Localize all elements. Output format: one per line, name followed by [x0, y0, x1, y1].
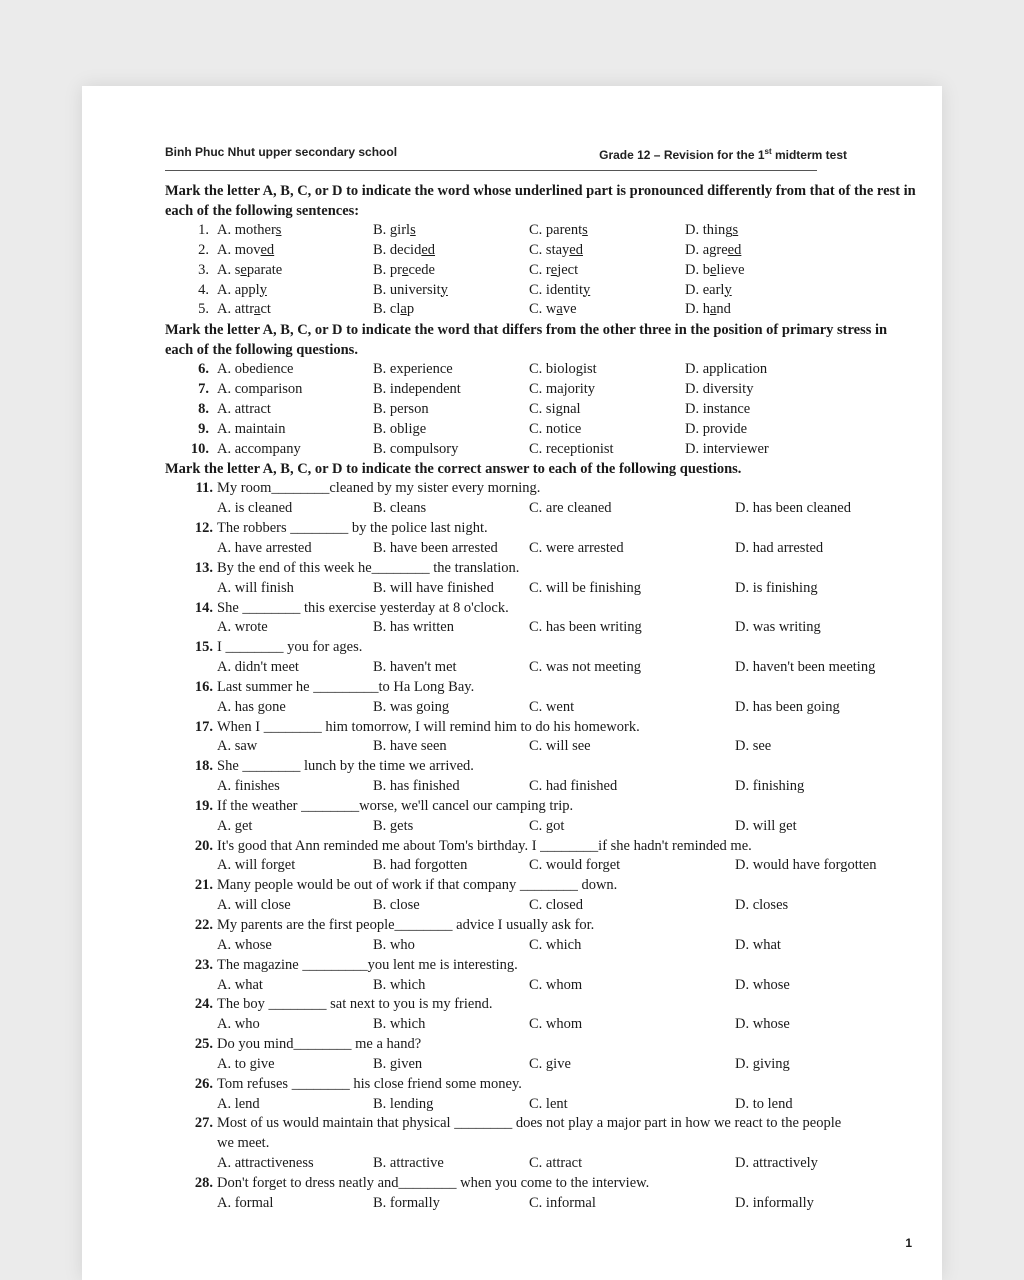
question-number: 20. [194, 837, 213, 854]
question-stem: If the weather ________worse, we'll cancel our camping trip. [217, 797, 574, 814]
question-row [165, 1174, 917, 1194]
underlined-part: ed [421, 241, 436, 258]
option-text: C. identit [529, 281, 583, 298]
option-b: B. attractive [373, 1155, 444, 1172]
question-row [165, 876, 917, 896]
option-a: A. have arrested [217, 539, 312, 556]
option-text: cede [408, 261, 435, 278]
option-c: C. got [529, 817, 565, 834]
options-row [165, 777, 917, 797]
question-row [165, 757, 917, 777]
question-number: 21. [194, 877, 213, 894]
question-number: 27. [194, 1115, 213, 1132]
question-number: 18. [194, 758, 213, 775]
option-text: B. decid [373, 241, 422, 258]
question-stem: By the end of this week he________ the translation. [217, 559, 520, 576]
question-stem: It's good that Ann reminded me about Tom's birthday. I ________if she hadn't reminded me. [217, 837, 752, 854]
question-row [165, 837, 917, 857]
option-text: parate [246, 261, 283, 278]
question-number: 24. [194, 996, 213, 1013]
option-b: B. oblige [373, 420, 427, 437]
option-c: C. were arrested [529, 539, 624, 556]
option-c [529, 221, 685, 241]
question-number: 28. [194, 1174, 213, 1191]
option-b: B. person [373, 400, 429, 417]
option-text: A. attr [217, 301, 255, 318]
option-b: B. experience [373, 361, 453, 378]
option-text: A. mov [217, 241, 261, 258]
item-number: 6. [198, 361, 209, 378]
question-row [165, 638, 917, 658]
option-d: D. informally [735, 1194, 814, 1211]
question-stem: When I ________ him tomorrow, I will remind him to do his homework. [217, 718, 640, 735]
option-c: C. will be finishing [529, 579, 641, 596]
section1-instruction: Mark the letter A, B, C, or D to indicate the word whose underlined part is pronounced differently from that of the rest in each of the following sentences: [165, 183, 916, 219]
question-row [165, 678, 917, 698]
option-text: C. w [529, 301, 557, 318]
list-item [165, 281, 917, 301]
question-stem: Most of us would maintain that physical ________ does not play a major part in how we react to the people [217, 1115, 842, 1132]
document-page [82, 86, 942, 1280]
option-text: ject [557, 261, 579, 278]
option-a: A. comparison [217, 381, 303, 398]
option-d: D. has been cleaned [735, 500, 851, 517]
question-stem: The boy ________ sat next to you is my friend. [217, 996, 493, 1013]
option-c: C. will see [529, 738, 591, 755]
option-d: D. closes [735, 897, 789, 914]
option-a: A. attractiveness [217, 1155, 314, 1172]
option-text: C. stay [529, 241, 570, 258]
option-a: A. get [217, 817, 253, 834]
school-name: Binh Phuc Nhut upper secondary school [165, 145, 398, 159]
option-a: A. has gone [217, 698, 286, 715]
option-text: C. parent [529, 222, 583, 238]
option-b [373, 300, 529, 320]
option-c [529, 261, 685, 281]
option-b: B. independent [373, 381, 461, 398]
underlined-part: ed [569, 241, 583, 258]
option-b: B. which [373, 976, 426, 993]
list-item [165, 440, 917, 460]
option-d: D. whose [735, 1016, 790, 1033]
question-row [165, 1114, 917, 1134]
option-a: A. obedience [217, 361, 294, 378]
option-text: nd [716, 301, 731, 318]
option-a: A. attract [217, 400, 271, 417]
list-item [165, 221, 917, 241]
options-row [165, 698, 917, 718]
underlined-part: y [440, 281, 448, 298]
option-d: D. will get [735, 817, 797, 834]
header-divider [165, 170, 817, 171]
option-text: A. appl [217, 281, 260, 298]
option-a: A. will forget [217, 857, 296, 874]
option-a: A. didn't meet [217, 659, 299, 676]
section1-items [165, 221, 917, 320]
option-a: A. lend [217, 1095, 260, 1112]
question-number: 14. [194, 599, 213, 616]
option-c: C. lent [529, 1095, 568, 1112]
question-row [165, 599, 917, 619]
option-c: C. receptionist [529, 440, 614, 457]
question-number: 19. [194, 797, 213, 814]
question-stem: Don't forget to dress neatly and________ when you come to the interview. [217, 1174, 650, 1191]
question-row [165, 559, 917, 579]
option-a: A. maintain [217, 420, 286, 437]
option-a: A. what [217, 976, 263, 993]
option-b: B. gets [373, 817, 414, 834]
question-number-spacer [165, 1134, 217, 1154]
option-a: A. who [217, 1016, 260, 1033]
option-text: D. b [685, 261, 710, 278]
question-number: 16. [194, 678, 213, 695]
option-b: B. have seen [373, 738, 447, 755]
underlined-part: e [240, 261, 247, 278]
option-d: D. has been going [735, 698, 840, 715]
options-row [165, 976, 917, 996]
item-number: 9. [198, 420, 209, 437]
question-row [165, 1035, 917, 1055]
options-row [165, 1194, 917, 1214]
list-item [165, 261, 917, 281]
list-item [165, 241, 917, 261]
option-d [685, 300, 731, 320]
options-row [165, 896, 917, 916]
options-row [165, 856, 917, 876]
test-title: Grade 12 – Revision for the 1st midterm test [599, 147, 847, 162]
option-a [217, 221, 373, 241]
option-d [685, 221, 738, 241]
underlined-part: e [709, 261, 717, 278]
option-d: D. diversity [685, 381, 754, 398]
option-a: A. is cleaned [217, 500, 293, 517]
item-number: 7. [198, 381, 209, 398]
option-c: C. which [529, 936, 582, 953]
underlined-part: s [410, 222, 416, 238]
option-c: C. has been writing [529, 619, 642, 636]
underlined-part: e [402, 261, 409, 278]
section3-questions [165, 479, 917, 1213]
question-stem: She ________ lunch by the time we arrived. [217, 758, 474, 775]
option-b: B. will have finished [373, 579, 494, 596]
question-stem-cont: we meet. [217, 1135, 270, 1152]
option-b: B. has finished [373, 778, 460, 795]
option-b: B. lending [373, 1095, 434, 1112]
option-b: B. given [373, 1055, 423, 1072]
option-a: A. to give [217, 1055, 275, 1072]
option-text: D. h [685, 301, 710, 318]
option-c: C. majority [529, 381, 596, 398]
question-row [165, 956, 917, 976]
item-number: 2. [198, 241, 209, 258]
underlined-part: a [709, 301, 717, 318]
option-c: C. closed [529, 897, 583, 914]
question-stem: My room________cleaned by my sister every morning. [217, 480, 541, 497]
question-number: 23. [194, 956, 213, 973]
question-number: 12. [194, 520, 213, 537]
option-d: D. finishing [735, 778, 805, 795]
option-c: C. give [529, 1055, 571, 1072]
item-number: 1. [198, 222, 209, 238]
option-d [685, 281, 732, 301]
question-number: 11. [195, 480, 213, 497]
option-d: D. would have forgotten [735, 857, 877, 874]
option-text: B. pr [373, 261, 402, 278]
question-number: 17. [194, 718, 213, 735]
option-c: C. informal [529, 1194, 596, 1211]
options-row [165, 1154, 917, 1174]
options-row [165, 539, 917, 559]
option-d: D. interviewer [685, 440, 769, 457]
question-row [165, 718, 917, 738]
underlined-part: s [732, 222, 739, 238]
option-text: B. girl [373, 222, 411, 238]
question-row [165, 1075, 917, 1095]
option-b [373, 241, 529, 261]
option-a: A. formal [217, 1194, 274, 1211]
question-stem: The magazine _________you lent me is interesting. [217, 956, 518, 973]
option-b: B. has written [373, 619, 454, 636]
question-stem: Tom refuses ________ his close friend some money. [217, 1075, 522, 1092]
question-stem: She ________ this exercise yesterday at 8 o'clock. [217, 599, 509, 616]
option-b: B. have been arrested [373, 539, 498, 556]
list-item [165, 360, 917, 380]
option-d: D. attractively [735, 1155, 818, 1172]
option-a: A. will finish [217, 579, 294, 596]
option-text: D. agre [685, 241, 728, 258]
question-stem: Last summer he _________to Ha Long Bay. [217, 678, 475, 695]
underlined-part: a [254, 301, 261, 318]
options-row [165, 936, 917, 956]
option-b [373, 281, 529, 301]
option-b: B. close [373, 897, 420, 914]
question-number: 15. [194, 639, 213, 656]
option-a [217, 281, 373, 301]
option-c: C. was not meeting [529, 659, 641, 676]
option-text: lieve [716, 261, 745, 278]
option-d [685, 241, 741, 261]
option-b [373, 261, 529, 281]
page-number: 1 [905, 1236, 912, 1250]
question-row [165, 797, 917, 817]
option-b: B. who [373, 936, 415, 953]
question-stem: Do you mind________ me a hand? [217, 1036, 422, 1053]
underlined-part: s [275, 222, 282, 238]
question-number: 22. [194, 917, 213, 933]
section2-items [165, 360, 917, 459]
question-row [165, 916, 917, 936]
option-a [217, 261, 373, 281]
option-a: A. whose [217, 936, 272, 953]
option-d [685, 261, 745, 281]
option-d: D. to lend [735, 1095, 793, 1112]
option-text: ct [260, 301, 271, 318]
options-row [165, 1095, 917, 1115]
underlined-part: s [582, 222, 588, 238]
item-number: 10. [190, 440, 209, 457]
question-stem: The robbers ________ by the police last night. [217, 520, 488, 537]
options-row [165, 817, 917, 837]
option-a: A. finishes [217, 778, 280, 795]
question-row-cont [165, 1134, 917, 1154]
section3-instruction: Mark the letter A, B, C, or D to indicate the correct answer to each of the following questions. [165, 461, 742, 478]
option-text: p [406, 301, 415, 318]
option-c: C. biologist [529, 361, 597, 378]
underlined-part: e [550, 261, 558, 278]
underlined-part: a [400, 301, 407, 318]
option-text: D. thing [685, 222, 733, 238]
section2-instruction: Mark the letter A, B, C, or D to indicate the word that differs from the other three in the position of primary stress in each of the following questions. [165, 322, 888, 359]
option-c: C. attract [529, 1155, 583, 1172]
option-d: D. provide [685, 420, 748, 437]
option-c: C. went [529, 698, 575, 715]
option-text: A. s [217, 261, 241, 278]
option-c: C. notice [529, 420, 582, 437]
options-row [165, 499, 917, 519]
option-d: D. was writing [735, 619, 821, 636]
option-c: C. signal [529, 400, 581, 417]
option-d: D. haven't been meeting [735, 659, 876, 676]
question-number: 25. [194, 1036, 213, 1053]
option-b: B. compulsory [373, 440, 459, 457]
option-b: B. haven't met [373, 659, 457, 676]
item-number: 4. [198, 281, 209, 298]
question-stem: Many people would be out of work if that company ________ down. [217, 877, 618, 894]
options-row [165, 1015, 917, 1035]
option-a: A. saw [217, 738, 258, 755]
option-d: D. see [735, 738, 772, 755]
option-c: C. would forget [529, 857, 621, 874]
page-header [165, 142, 917, 162]
option-text: B. cl [373, 301, 401, 318]
underlined-part: y [724, 281, 732, 298]
question-stem: My parents are the first people________ advice I usually ask for. [217, 917, 595, 933]
option-d: D. what [735, 936, 781, 953]
list-item [165, 400, 917, 420]
option-d: D. giving [735, 1055, 790, 1072]
option-b: B. formally [373, 1194, 440, 1211]
option-b: B. which [373, 1016, 426, 1033]
options-row [165, 658, 917, 678]
option-text: ve [562, 301, 577, 318]
option-text: B. universit [373, 281, 441, 298]
option-c: C. whom [529, 1016, 583, 1033]
option-a [217, 241, 373, 261]
list-item [165, 380, 917, 400]
underlined-part: y [259, 281, 267, 298]
option-b: B. cleans [373, 500, 427, 517]
list-item [165, 420, 917, 440]
option-d: D. application [685, 361, 768, 378]
option-text: A. mother [217, 222, 276, 238]
item-number: 5. [198, 301, 209, 318]
option-d: D. whose [735, 976, 790, 993]
option-a: A. will close [217, 897, 291, 914]
underlined-part: ed [260, 241, 275, 258]
options-row [165, 1055, 917, 1075]
question-row [165, 479, 917, 499]
underlined-part: a [556, 301, 563, 318]
list-item [165, 300, 917, 320]
options-row [165, 737, 917, 757]
question-row [165, 995, 917, 1015]
underlined-part: ed [727, 241, 742, 258]
question-number: 13. [194, 559, 213, 576]
option-c [529, 241, 685, 261]
option-b: B. had forgotten [373, 857, 468, 874]
option-c [529, 300, 685, 320]
option-d: D. is finishing [735, 579, 818, 596]
item-number: 3. [198, 261, 209, 278]
item-number: 8. [198, 400, 209, 417]
option-c: C. whom [529, 976, 583, 993]
option-a: A. wrote [217, 619, 268, 636]
option-text: D. earl [685, 281, 725, 298]
underlined-part: y [582, 281, 591, 298]
options-row [165, 579, 917, 599]
option-a [217, 300, 373, 320]
option-a: A. accompany [217, 440, 301, 457]
question-row [165, 519, 917, 539]
question-stem: I ________ you for ages. [217, 639, 363, 656]
question-number: 26. [194, 1075, 213, 1092]
option-c: C. had finished [529, 778, 618, 795]
option-c: C. are cleaned [529, 500, 612, 517]
option-d: D. had arrested [735, 539, 824, 556]
option-b: B. was going [373, 698, 450, 715]
option-b [373, 221, 529, 241]
options-row [165, 618, 917, 638]
option-text: C. r [529, 261, 551, 278]
option-c [529, 281, 685, 301]
option-d: D. instance [685, 400, 751, 417]
page-content [165, 142, 917, 1214]
